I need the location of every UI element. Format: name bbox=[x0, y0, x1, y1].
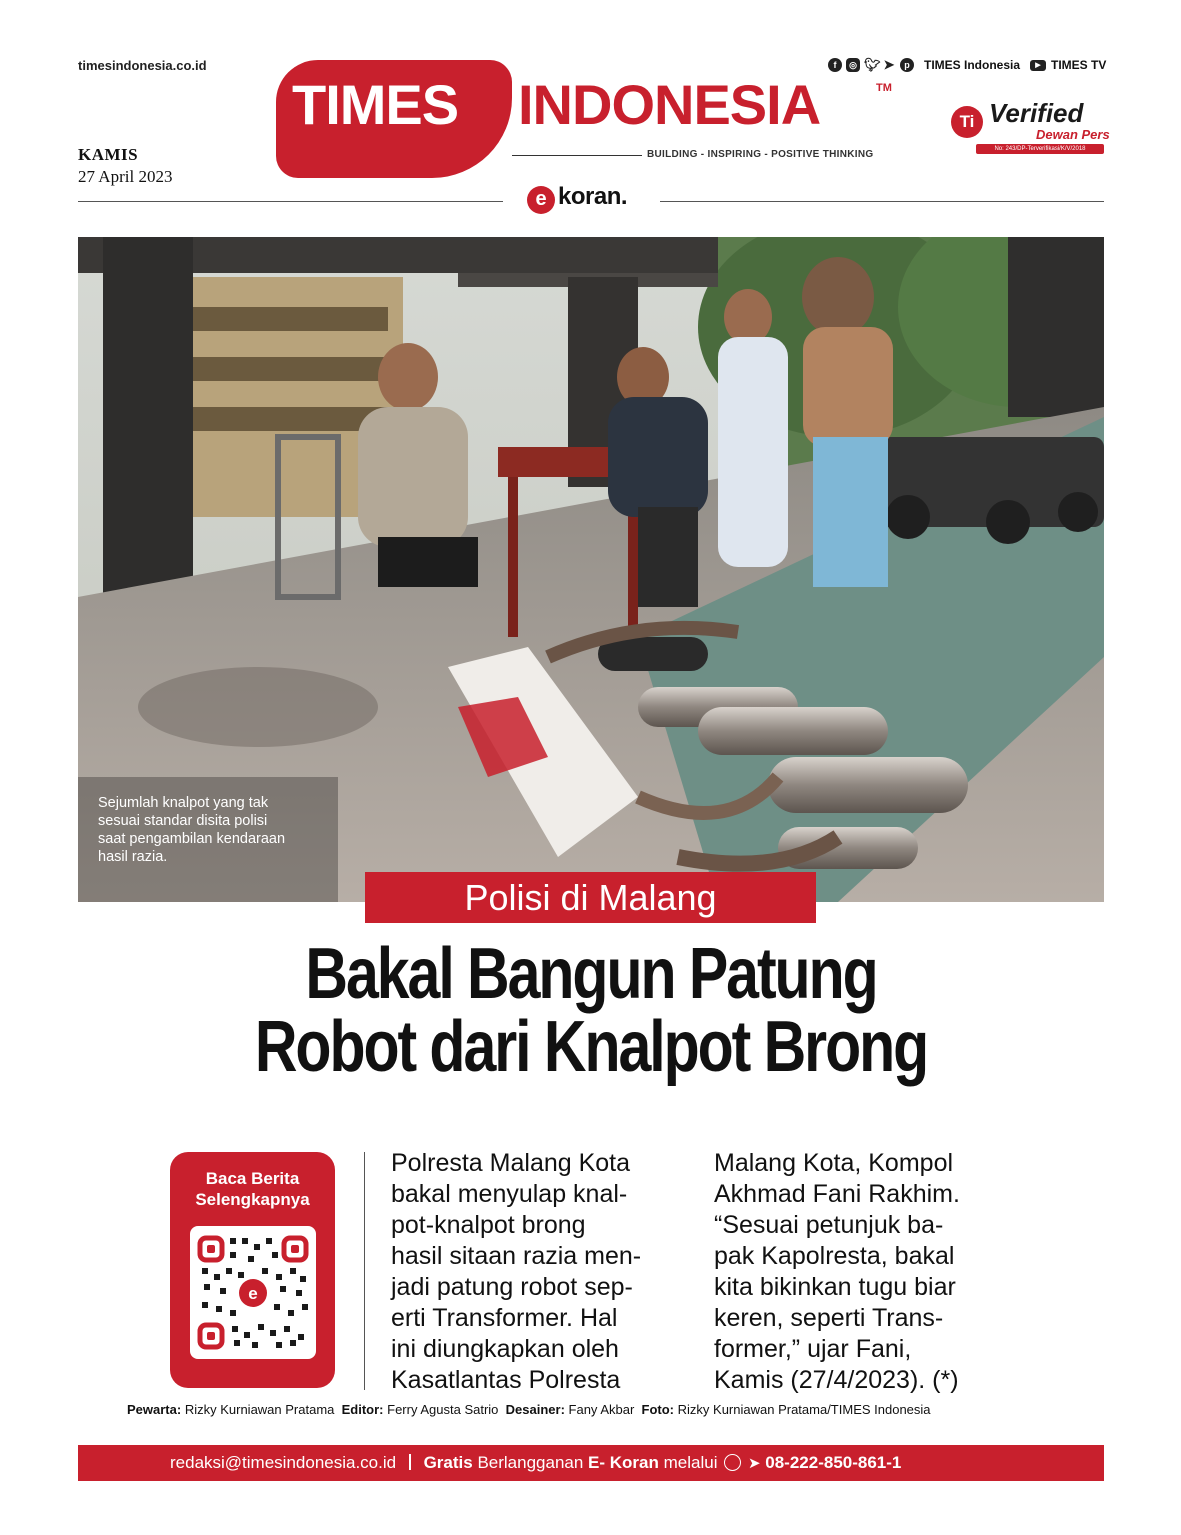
desainer-name: Fany Akbar bbox=[568, 1402, 635, 1417]
logo-tagline: BUILDING - INSPIRING - POSITIVE THINKING bbox=[647, 149, 874, 160]
verification-number: No: 243/DP-Terverifikasi/K/V/2018 bbox=[976, 144, 1104, 154]
verified-label: Verified bbox=[989, 98, 1084, 128]
qr-title-line-1: Baca Berita bbox=[205, 1169, 300, 1188]
headline-line-2: Robot dari Knalpot Brong bbox=[254, 1007, 928, 1087]
col2-line: pak Kapolresta, bakal bbox=[714, 1242, 955, 1270]
column-rule bbox=[364, 1152, 365, 1390]
pinterest-icon[interactable]: p bbox=[900, 58, 914, 72]
pewarta-label: Pewarta: bbox=[127, 1402, 182, 1417]
svg-text:e: e bbox=[248, 1284, 258, 1303]
credits-line bbox=[127, 1402, 931, 1417]
col1-line: hasil sitaan razia men- bbox=[391, 1242, 642, 1270]
col2-line: keren, seperti Trans- bbox=[714, 1304, 944, 1332]
logo-times-text: TIMES bbox=[292, 73, 459, 136]
site-url[interactable]: timesindonesia.co.id bbox=[78, 58, 207, 73]
col1-line: jadi patung robot sep- bbox=[391, 1273, 633, 1301]
desainer-label: Desainer: bbox=[505, 1402, 565, 1417]
footer-phone[interactable]: 08-222-850-861-1 bbox=[765, 1453, 902, 1472]
qr-code[interactable] bbox=[190, 1226, 316, 1359]
footer-gratis: Gratis bbox=[423, 1453, 473, 1472]
logo-trademark: TM bbox=[876, 82, 892, 94]
col1-line: bakal menyulap knal- bbox=[391, 1180, 628, 1208]
qr-title-line-2: Selengkapnya bbox=[195, 1190, 310, 1209]
header-rule-right bbox=[660, 201, 1104, 202]
telegram-icon[interactable]: ➤ bbox=[883, 57, 895, 72]
editor-name: Ferry Agusta Satrio bbox=[387, 1402, 499, 1417]
instagram-icon[interactable]: ◎ bbox=[846, 58, 860, 72]
whatsapp-icon bbox=[724, 1454, 741, 1471]
headline bbox=[170, 934, 1011, 1087]
article-column-2 bbox=[714, 1148, 1014, 1396]
header-rule-left bbox=[78, 201, 503, 202]
col1-line: erti Transformer. Hal bbox=[391, 1304, 618, 1332]
footer-text bbox=[170, 1453, 901, 1473]
photo-caption: Sejumlah knalpot yang tak sesuai standar disita polisi saat pengambilan kendaraan hasil razia. bbox=[98, 795, 286, 865]
pewarta-name: Rizky Kurniawan Pratama bbox=[184, 1402, 335, 1417]
times-tv-link[interactable] bbox=[1030, 58, 1106, 72]
dewan-pers-label: Dewan Pers bbox=[1036, 127, 1110, 142]
kicker-text: Polisi di Malang bbox=[464, 877, 717, 918]
footer-ekoran: E- Koran bbox=[588, 1453, 659, 1472]
issue-day: KAMIS bbox=[78, 145, 139, 164]
facebook-icon[interactable]: f bbox=[828, 58, 842, 72]
issue-date: 27 April 2023 bbox=[78, 167, 173, 186]
qr-title bbox=[170, 1168, 335, 1210]
ti-badge-icon: Ti bbox=[951, 106, 983, 138]
social-links bbox=[828, 58, 1020, 72]
footer-email[interactable]: redaksi@timesindonesia.co.id bbox=[170, 1453, 397, 1472]
social-handle[interactable]: TIMES Indonesia bbox=[924, 58, 1021, 72]
twitter-icon[interactable]: 🐦︎ bbox=[864, 57, 881, 72]
col2-line: Kamis (27/4/2023). (*) bbox=[714, 1366, 959, 1394]
foto-label: Foto: bbox=[641, 1402, 675, 1417]
col2-line: former,” ujar Fani, bbox=[714, 1335, 912, 1363]
col1-line: ini diungkapkan oleh bbox=[391, 1335, 619, 1363]
article-column-1 bbox=[391, 1148, 691, 1396]
foto-name: Rizky Kurniawan Pratama/TIMES Indonesia bbox=[677, 1402, 931, 1417]
col1-line: pot-knalpot brong bbox=[391, 1211, 586, 1239]
col2-line: Akhmad Fani Rakhim. bbox=[714, 1180, 960, 1208]
headline-line-1: Bakal Bangun Patung bbox=[305, 934, 877, 1014]
telegram-icon-footer: ➤ bbox=[747, 1455, 761, 1472]
col1-line: Polresta Malang Kota bbox=[391, 1149, 631, 1177]
col1-line: Kasatlantas Polresta bbox=[391, 1366, 621, 1394]
editor-label: Editor: bbox=[341, 1402, 384, 1417]
tv-label: TIMES TV bbox=[1051, 58, 1107, 72]
ekoran-e-icon: e bbox=[527, 186, 555, 214]
ekoran-label: koran. bbox=[558, 183, 628, 210]
logo-indonesia-text: INDONESIA bbox=[518, 73, 821, 136]
youtube-icon: ▶ bbox=[1030, 60, 1046, 71]
col2-line: Malang Kota, Kompol bbox=[714, 1149, 954, 1177]
logo-divider bbox=[512, 155, 642, 156]
footer-berlangganan: Berlangganan bbox=[477, 1453, 584, 1472]
footer-separator bbox=[409, 1454, 411, 1470]
footer-melalui: melalui bbox=[663, 1453, 718, 1472]
col2-line: “Sesuai petunjuk ba- bbox=[714, 1211, 944, 1239]
col2-line: kita bikinkan tugu biar bbox=[714, 1273, 956, 1301]
